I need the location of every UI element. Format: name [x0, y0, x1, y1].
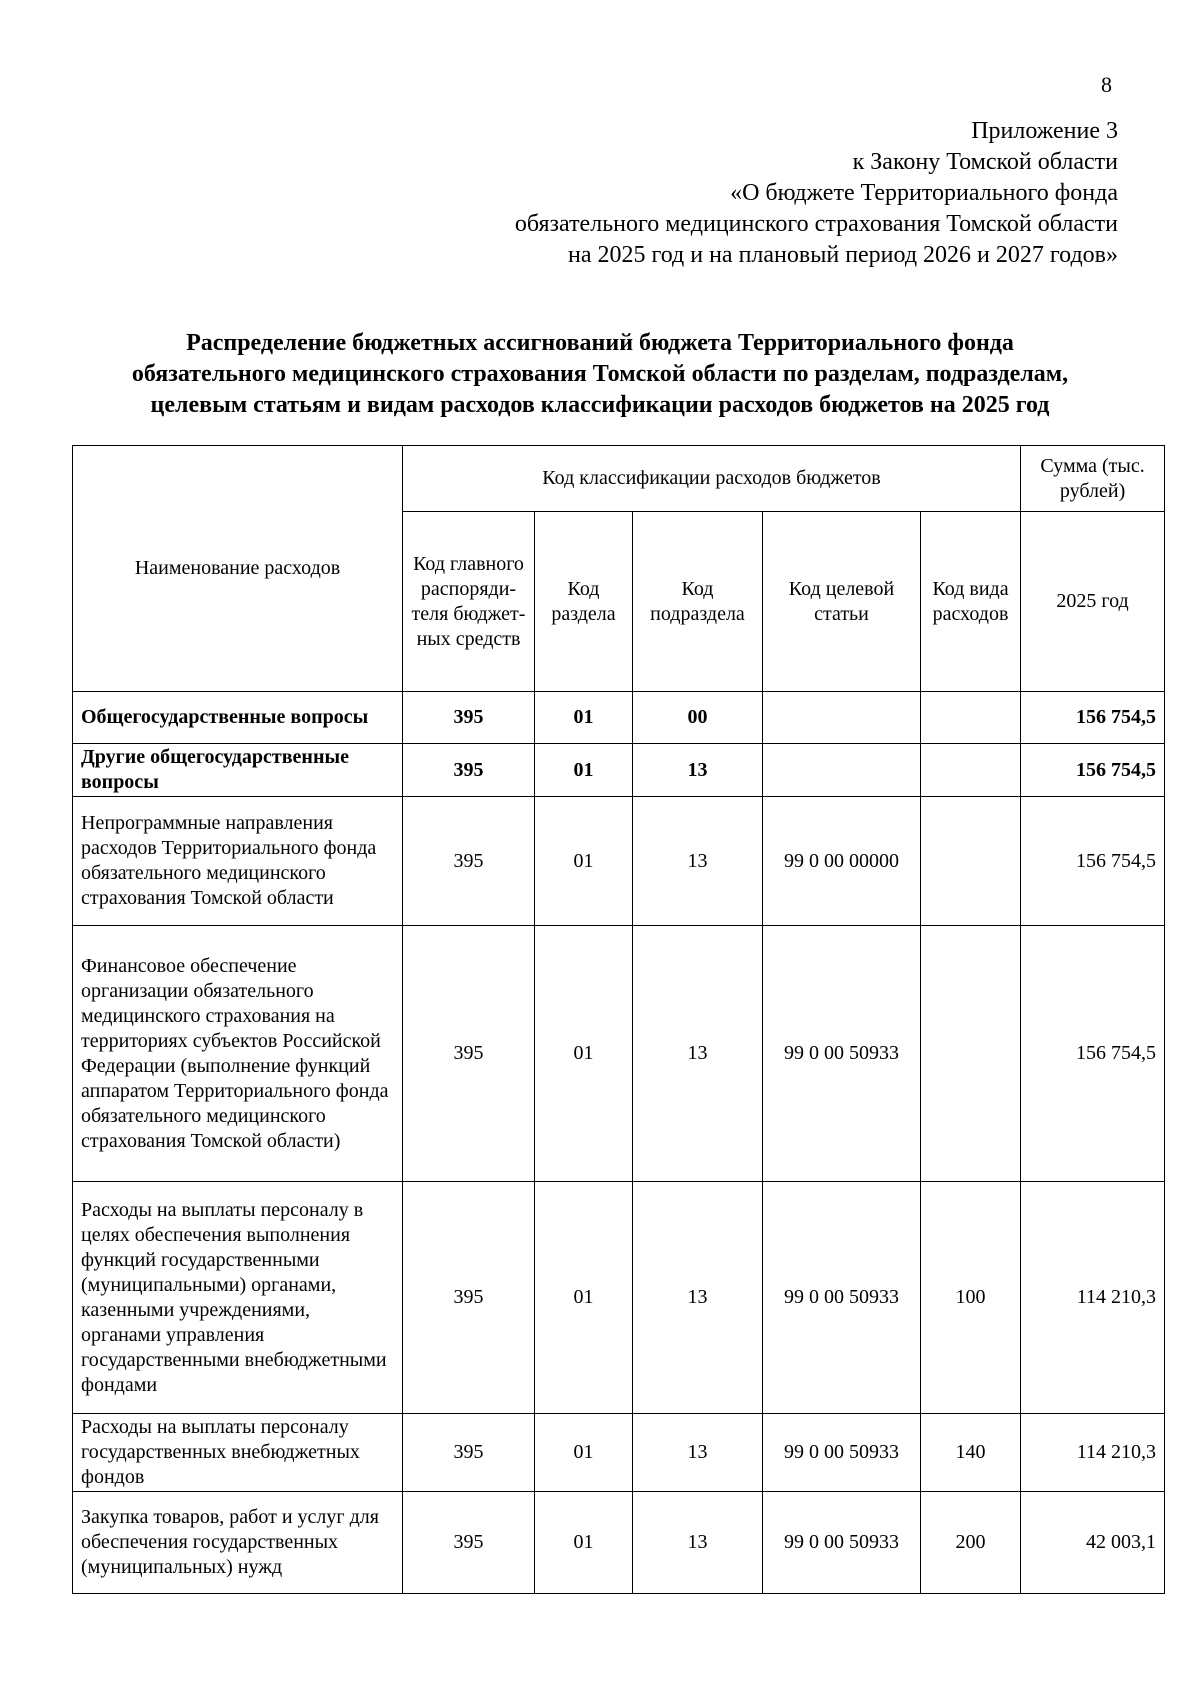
row-grbs: 395 [403, 1414, 535, 1492]
header-name: Наименование расходов [73, 446, 403, 692]
table-row [73, 744, 1165, 797]
row-grbs: 395 [403, 926, 535, 1182]
row-target: 99 0 00 50933 [763, 1182, 921, 1414]
budget-table [72, 445, 1165, 1594]
row-subsection: 13 [633, 797, 763, 926]
row-target: 99 0 00 50933 [763, 1492, 921, 1594]
row-section: 01 [535, 692, 633, 744]
appendix-line: к Закону Томской области [852, 149, 1118, 175]
row-expense-type [921, 692, 1021, 744]
row-grbs: 395 [403, 1492, 535, 1594]
row-section: 01 [535, 1182, 633, 1414]
table-row [73, 1414, 1165, 1492]
table-row [73, 692, 1165, 744]
header-target-code: Код целевой статьи [763, 512, 921, 692]
row-sum: 156 754,5 [1021, 797, 1165, 926]
row-sum: 114 210,3 [1021, 1414, 1165, 1492]
appendix-line: «О бюджете Территориального фонда [730, 180, 1118, 206]
row-expense-type: 200 [921, 1492, 1021, 1594]
table-row [73, 926, 1165, 1182]
row-section: 01 [535, 744, 633, 797]
row-subsection: 13 [633, 1492, 763, 1594]
table-row [73, 1492, 1165, 1594]
header-expense-type-code: Код вида расходов [921, 512, 1021, 692]
row-expense-type [921, 797, 1021, 926]
header-sum: Сумма (тыс. рублей) [1021, 446, 1165, 512]
row-name: Непрограммные направления расходов Территориального фонда обязательного медицинского страхования Томской области [73, 797, 403, 926]
appendix-reference [515, 116, 1118, 271]
row-grbs: 395 [403, 692, 535, 744]
row-name: Финансовое обеспечение организации обязательного медицинского страхования на территориях субъектов Российской Федерации (выполнение функций аппаратом Территориального фонда обязательного медицинского страхования Томской области) [73, 926, 403, 1182]
row-target: 99 0 00 00000 [763, 797, 921, 926]
table-row [73, 797, 1165, 926]
row-expense-type [921, 926, 1021, 1182]
row-section: 01 [535, 1492, 633, 1594]
appendix-line: на 2025 год и на плановый период 2026 и 2027 годов» [567, 242, 1118, 268]
table-row [73, 1182, 1165, 1414]
header-section-code: Код раздела [535, 512, 633, 692]
row-target: 99 0 00 50933 [763, 926, 921, 1182]
document-title [60, 328, 1140, 421]
row-subsection: 13 [633, 744, 763, 797]
row-sum: 114 210,3 [1021, 1182, 1165, 1414]
row-subsection: 13 [633, 1414, 763, 1492]
row-section: 01 [535, 797, 633, 926]
row-subsection: 13 [633, 1182, 763, 1414]
title-line: целевым статьям и видам расходов классификации расходов бюджетов на 2025 год [150, 392, 1050, 418]
title-line: обязательного медицинского страхования Томской области по разделам, подразделам, [131, 361, 1069, 387]
row-name: Другие общегосударственные вопросы [73, 744, 403, 797]
row-expense-type [921, 744, 1021, 797]
row-name: Расходы на выплаты персоналу в целях обеспечения выполнения функций государственными (муниципальными) органами, казенными учреждениями, органами управления государственными внебюджетными фондами [73, 1182, 403, 1414]
header-main-manager-code: Код главного распоряди-теля бюджет-ных средств [403, 512, 535, 692]
appendix-line: Приложение 3 [971, 118, 1118, 144]
row-expense-type: 100 [921, 1182, 1021, 1414]
row-name: Закупка товаров, работ и услуг для обеспечения государственных (муниципальных) нужд [73, 1492, 403, 1594]
row-section: 01 [535, 926, 633, 1182]
row-grbs: 395 [403, 1182, 535, 1414]
row-name: Расходы на выплаты персоналу государственных внебюджетных фондов [73, 1414, 403, 1492]
header-subsection-code: Код подраздела [633, 512, 763, 692]
row-target [763, 692, 921, 744]
header-classification: Код классификации расходов бюджетов [403, 446, 1021, 512]
row-sum: 156 754,5 [1021, 744, 1165, 797]
row-grbs: 395 [403, 797, 535, 926]
row-name: Общегосударственные вопросы [73, 692, 403, 744]
header-year: 2025 год [1021, 512, 1165, 692]
row-subsection: 13 [633, 926, 763, 1182]
row-target [763, 744, 921, 797]
row-section: 01 [535, 1414, 633, 1492]
title-line: Распределение бюджетных ассигнований бюджета Территориального фонда [186, 330, 1014, 356]
page-number: 8 [1101, 72, 1112, 97]
row-subsection: 00 [633, 692, 763, 744]
row-expense-type: 140 [921, 1414, 1021, 1492]
row-grbs: 395 [403, 744, 535, 797]
row-target: 99 0 00 50933 [763, 1414, 921, 1492]
row-sum: 156 754,5 [1021, 926, 1165, 1182]
table-header [73, 446, 1165, 692]
appendix-line: обязательного медицинского страхования Томской области [514, 211, 1118, 237]
row-sum: 42 003,1 [1021, 1492, 1165, 1594]
row-sum: 156 754,5 [1021, 692, 1165, 744]
